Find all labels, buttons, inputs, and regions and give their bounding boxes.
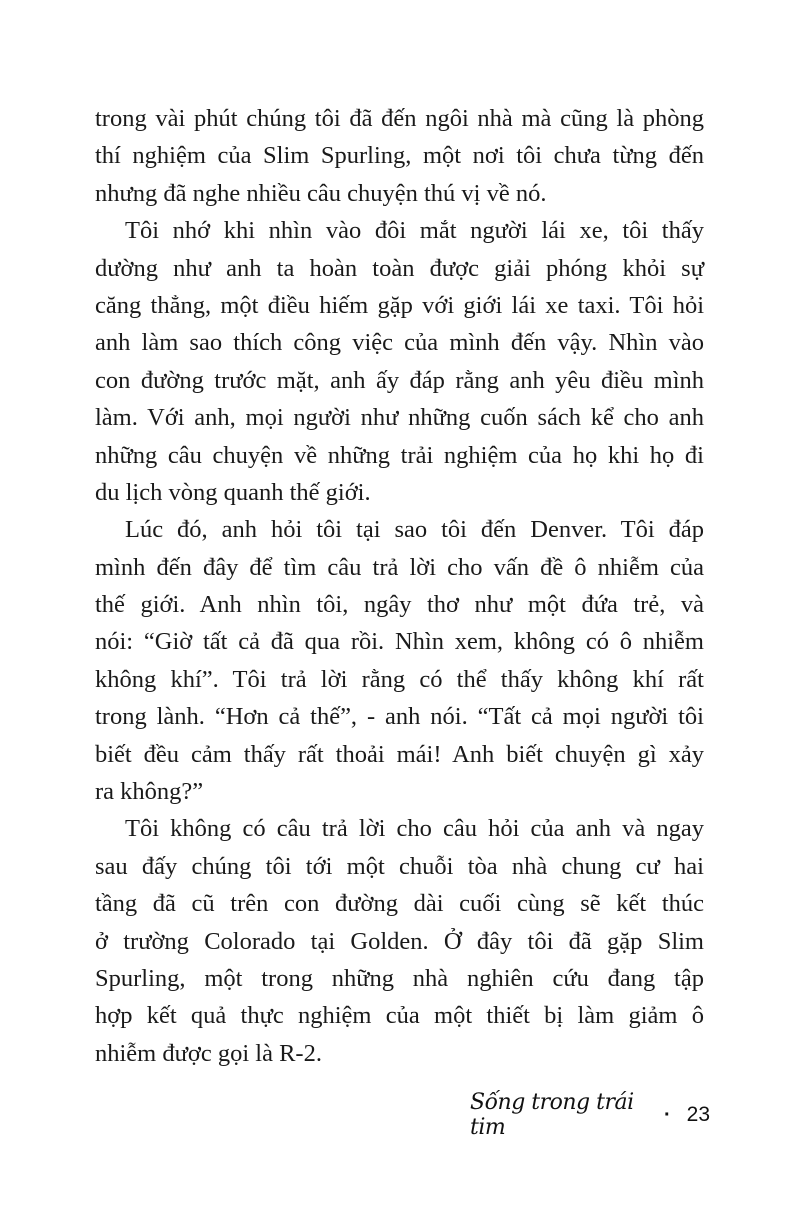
text-line: thí nghiệm của Slim Spurling, một nơi tôi chưa từng đến — [95, 142, 704, 170]
text-line: ở trường Colorado tại Golden. Ở đây tôi đã gặp Slim — [95, 927, 704, 955]
text-line: không khí”. Tôi trả lời rằng có thể thấy không khí rất — [95, 665, 704, 693]
text-line: sau đấy chúng tôi tới một chuỗi tòa nhà chung cư hai — [95, 852, 704, 880]
paragraph — [95, 810, 704, 1072]
page-body — [95, 100, 704, 1072]
text-line: những câu chuyện về những trải nghiệm của họ khi họ đi — [95, 441, 704, 469]
paragraph — [95, 212, 704, 511]
text-line: Tôi nhớ khi nhìn vào đôi mắt người lái xe, tôi thấy — [125, 217, 704, 245]
running-book-title: Sống trong trái tim — [470, 1090, 634, 1140]
text-line: thế giới. Anh nhìn tôi, ngây thơ như một đứa trẻ, và — [95, 591, 704, 619]
text-line: hợp kết quả thực nghiệm của một thiết bị làm giảm ô — [95, 1002, 704, 1030]
text-line: tầng đã cũ trên con đường dài cuối cùng sẽ kết thúc — [95, 890, 704, 918]
paragraph — [95, 100, 704, 212]
text-line: ra không?” — [95, 778, 204, 806]
text-line: Spurling, một trong những nhà nghiên cứu đang tập — [95, 964, 704, 992]
text-line: làm. Với anh, mọi người như những cuốn sách kể cho anh — [95, 404, 704, 432]
text-line: du lịch vòng quanh thế giới. — [95, 478, 371, 506]
text-line: mình đến đây để tìm câu trả lời cho vấn đề ô nhiễm của — [95, 553, 704, 581]
text-line: Tôi không có câu trả lời cho câu hỏi của anh và ngay — [125, 815, 704, 843]
text-line: trong vài phút chúng tôi đã đến ngôi nhà mà cũng là phòng — [95, 105, 704, 132]
text-line: dường như anh ta hoàn toàn được giải phóng khỏi sự — [95, 254, 704, 282]
text-line: anh làm sao thích công việc của mình đến vậy. Nhìn vào — [95, 329, 704, 357]
text-line: biết đều cảm thấy rất thoải mái! Anh biết chuyện gì xảy — [95, 740, 704, 768]
text-line: nhưng đã nghe nhiều câu chuyện thú vị về nó. — [95, 179, 547, 207]
text-line: nói: “Giờ tất cả đã qua rồi. Nhìn xem, không có ô nhiễm — [95, 628, 704, 656]
paragraph — [95, 511, 704, 810]
text-line: Lúc đó, anh hỏi tôi tại sao tôi đến Denver. Tôi đáp — [125, 516, 704, 544]
text-line: nhiễm được gọi là R-2. — [95, 1039, 322, 1067]
text-line: căng thẳng, một điều hiếm gặp với giới lái xe taxi. Tôi hỏi — [95, 291, 704, 319]
text-line: con đường trước mặt, anh ấy đáp rằng anh yêu điều mình — [95, 366, 704, 394]
page-number: 23 — [686, 1103, 710, 1126]
separator-dot: · — [663, 1103, 671, 1126]
text-line: trong lành. “Hơn cả thế”, - anh nói. “Tất cả mọi người tôi — [95, 703, 704, 731]
page-footer — [470, 1090, 710, 1140]
